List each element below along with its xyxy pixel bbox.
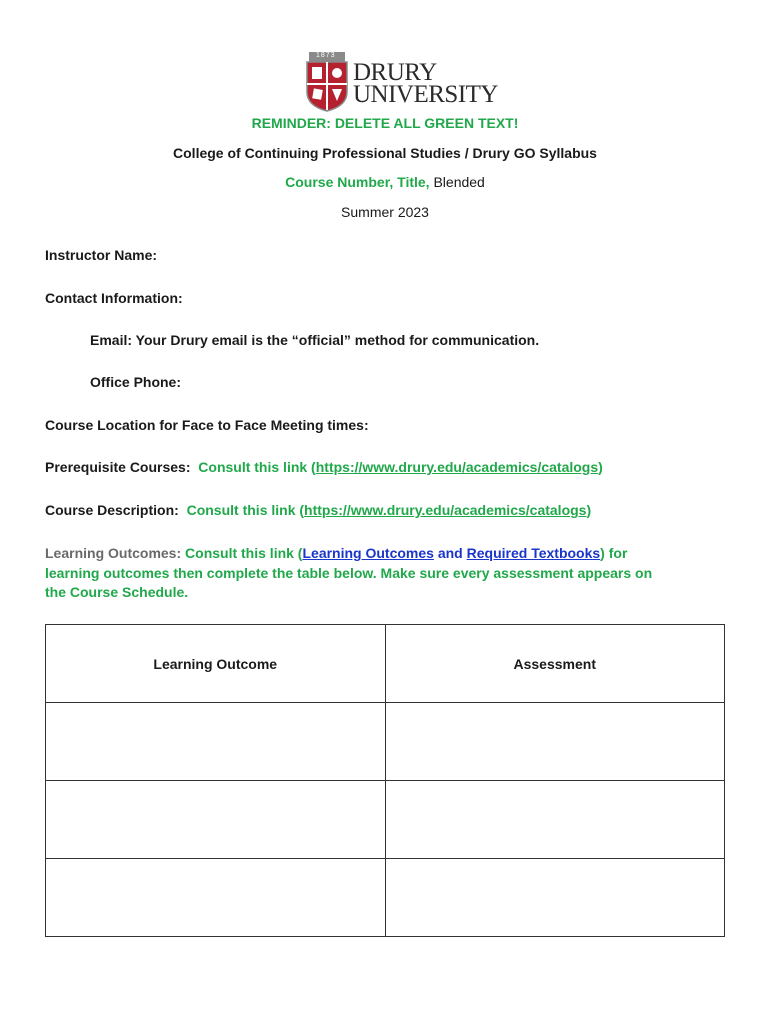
drury-university-logo (305, 52, 498, 112)
table-cell[interactable] (46, 781, 386, 859)
table-cell[interactable] (46, 703, 386, 781)
table-cell[interactable] (385, 781, 725, 859)
crest-year: 1873 (316, 52, 336, 59)
table-cell[interactable] (385, 859, 725, 937)
term-text: Summer 2023 (341, 204, 429, 220)
logo-wordmark (353, 60, 498, 107)
learning-outcomes-paragraph (45, 544, 652, 603)
description-catalog-link[interactable]: https://www.drury.edu/academics/catalogs (304, 502, 587, 518)
learning-outcomes-link[interactable]: Learning Outcomes (302, 545, 434, 561)
logo-line-1: DRURY (353, 59, 437, 86)
learning-outcomes-line-2: learning outcomes then complete the table below. Make sure every assessment appears on (45, 564, 653, 581)
course-location-label: Course Location for Face to Face Meeting times: (45, 417, 369, 433)
table-row (46, 781, 725, 859)
learning-outcomes-table (45, 624, 725, 937)
required-textbooks-link[interactable]: Required Textbooks (466, 545, 601, 561)
table-cell[interactable] (46, 859, 386, 937)
office-phone-label: Office Phone: (90, 374, 182, 390)
learning-outcomes-line-3: the Course Schedule. (45, 584, 189, 600)
description-line (45, 502, 591, 518)
learning-outcome-header: Learning Outcome (46, 625, 386, 703)
assessment-header: Assessment (385, 625, 725, 703)
learning-outcomes-label: Learning Outcomes: (45, 545, 182, 561)
email-line: Email: Your Drury email is the “official” method for communication. (90, 332, 540, 348)
course-line (0, 174, 770, 190)
crest-icon (305, 52, 349, 112)
prerequisite-catalog-link[interactable]: https://www.drury.edu/academics/catalogs (315, 459, 599, 475)
instructor-name-label: Instructor Name: (45, 247, 158, 263)
description-label: Course Description: (45, 502, 179, 518)
prerequisite-consult: Consult this link (https://www.drury.edu/academics/catalogs) (198, 459, 603, 475)
course-format: Blended (429, 174, 485, 190)
college-line: College of Continuing Professional Studies / Drury GO Syllabus (173, 145, 597, 161)
prerequisite-line (45, 459, 603, 475)
course-number-title: Course Number, Title, (285, 174, 430, 190)
logo-line-2: UNIVERSITY (353, 81, 498, 108)
contact-info-label: Contact Information: (45, 290, 183, 306)
table-header-row (46, 625, 725, 703)
prerequisite-label: Prerequisite Courses: (45, 459, 191, 475)
reminder-text: REMINDER: DELETE ALL GREEN TEXT! (251, 115, 519, 131)
table-row (46, 859, 725, 937)
table-row (46, 703, 725, 781)
description-consult: Consult this link (https://www.drury.edu/academics/catalogs) (186, 502, 592, 518)
learning-outcomes-line-1: Learning Outcomes: Consult this link (Learning Outcomes and Required Textbooks) for (45, 545, 628, 561)
table-cell[interactable] (385, 703, 725, 781)
